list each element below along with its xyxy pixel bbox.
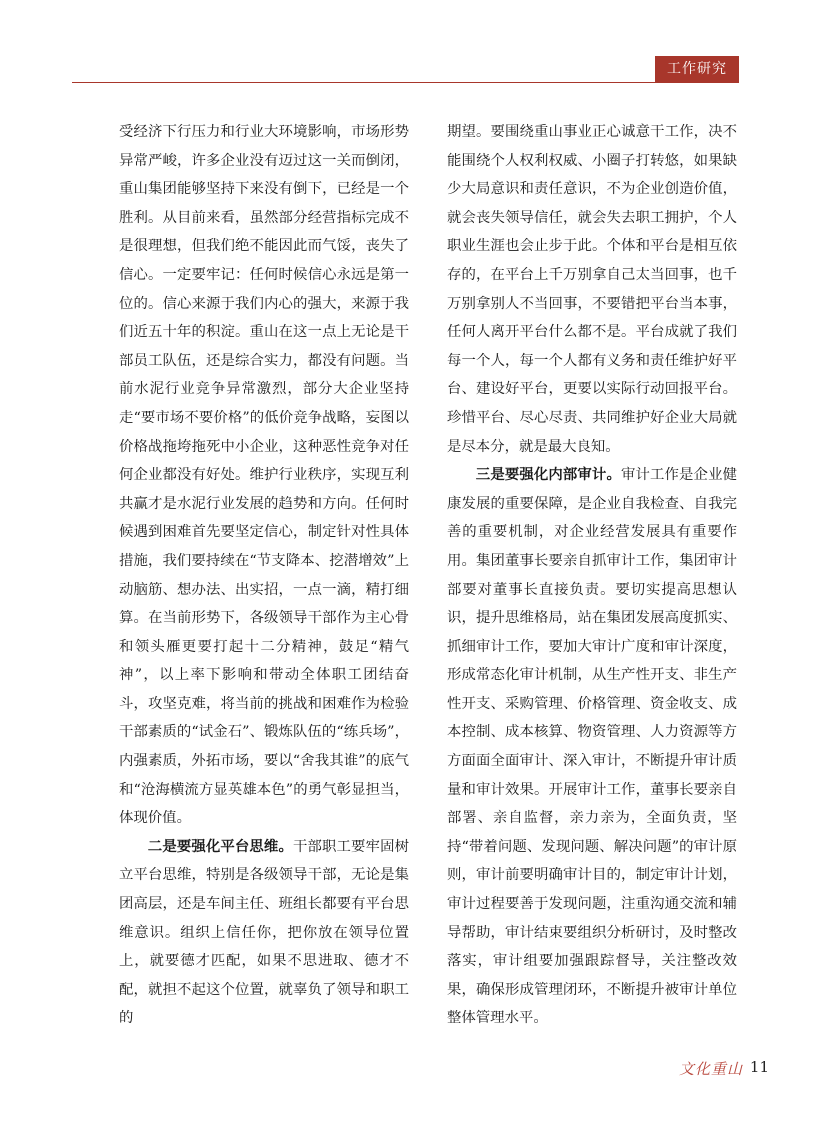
paragraph-body: 干部职工要牢固树立平台思维，特别是各级领导干部，无论是集团高层，还是车间主任、班组长都要有平台思维意识。组织上信任你，把你放在领导位置上，就要德才匹配，如果不思进取、德才不配，就担不起这个位置，就辜负了领导和职工的 [119,838,409,1027]
paragraph-body: 审计工作是企业健康发展的重要保障，是企业自我检查、自我完善的重要机制，对企业经营发展具有重要作用。集团董事长要亲自抓审计工作，集团审计部要对董事长直接负责。要切实提高思想认识，提升思维格局，站在集团发展高度抓实、抓细审计工作，要加大审计广度和审计深度，形成常态化审计机制，从生产性开支、非生产性开支、采购管理、价格管理、资金收支、成本控制、成本核算、物资管理、人力资源等方方面面全面审计、深入审计，不断提升审计质量和审计效果。开展审计工作，董事长要亲自部署、亲自监督，亲力亲为，全面负责，坚持“带着问题、发现问题、解决问题”的审计原则，审计前要明确审计目的，制定审计计划，审计过程要善于发现问题，注重沟通交流和辅导帮助，审计结束要组织分析研讨，及时整改落实，审计组要加强跟踪督导，关注整改效果，确保形成管理闭环，不断提升被审计单位整体管理水平。 [447,467,737,1027]
paragraph [447,461,737,1033]
paragraph [119,833,409,1033]
paragraph-heading: 二是要强化平台思维。 [147,837,293,855]
header-rule [72,82,739,83]
left-column [119,118,409,1033]
magazine-logo: 文化重山 [678,1060,743,1078]
paragraph: 期望。要围绕重山事业正心诚意干工作，决不能围绕个人权利权威、小圈子打转悠，如果缺少大局意识和责任意识，不为企业创造价值，就会丧失领导信任，就会失去职工拥护，个人职业生涯也会止步于此。个体和平台是相互依存的，在平台上千万别拿自己太当回事，也千万别拿别人不当回事，不要错把平台当本事，任何人离开平台什么都不是。平台成就了我们每一个人，每一个人都有义务和责任维护好平台、建设好平台，更要以实际行动回报平台。珍惜平台、尽心尽责、共同维护好企业大局就是尽本分，就是最大良知。 [447,124,737,455]
paragraph-heading: 三是要强化内部审计。 [475,466,621,484]
section-tag: 工作研究 [655,56,739,82]
paragraph: 受经济下行压力和行业大环境影响，市场形势异常严峻，许多企业没有迈过这一关而倒闭，重山集团能够坚持下来没有倒下，已经是一个胜利。从目前来看，虽然部分经营指标完成不是很理想，但我们绝不能因此而气馁，丧失了信心。一定要牢记：任何时候信心永远是第一位的。信心来源于我们内心的强大，来源于我们近五十年的积淀。重山在这一点上无论是干部员工队伍，还是综合实力，都没有问题。当前水泥行业竞争异常激烈，部分大企业坚持走“要市场不要价格”的低价竞争战略，妄图以价格战拖垮拖死中小企业，这种恶性竞争对任何企业都没有好处。维护行业秩序，实现互利共赢才是水泥行业发展的趋势和方向。任何时候遇到困难首先要坚定信心，制定针对性具体措施，我们要持续在“节支降本、挖潜增效”上动脑筋、想办法、出实招，一点一滴，精打细算。在当前形势下，各级领导干部作为主心骨和领头雁更要打起十二分精神，鼓足“精气神”，以上率下影响和带动全体职工团结奋斗，攻坚克难，将当前的挑战和困难作为检验干部素质的“试金石”、锻炼队伍的“练兵场”，内强素质，外拓市场，要以“舍我其谁”的底气和“沧海横流方显英雄本色”的勇气彰显担当，体现价值。 [119,124,409,827]
page-number: 11 [749,1058,769,1076]
right-column [447,118,737,1033]
